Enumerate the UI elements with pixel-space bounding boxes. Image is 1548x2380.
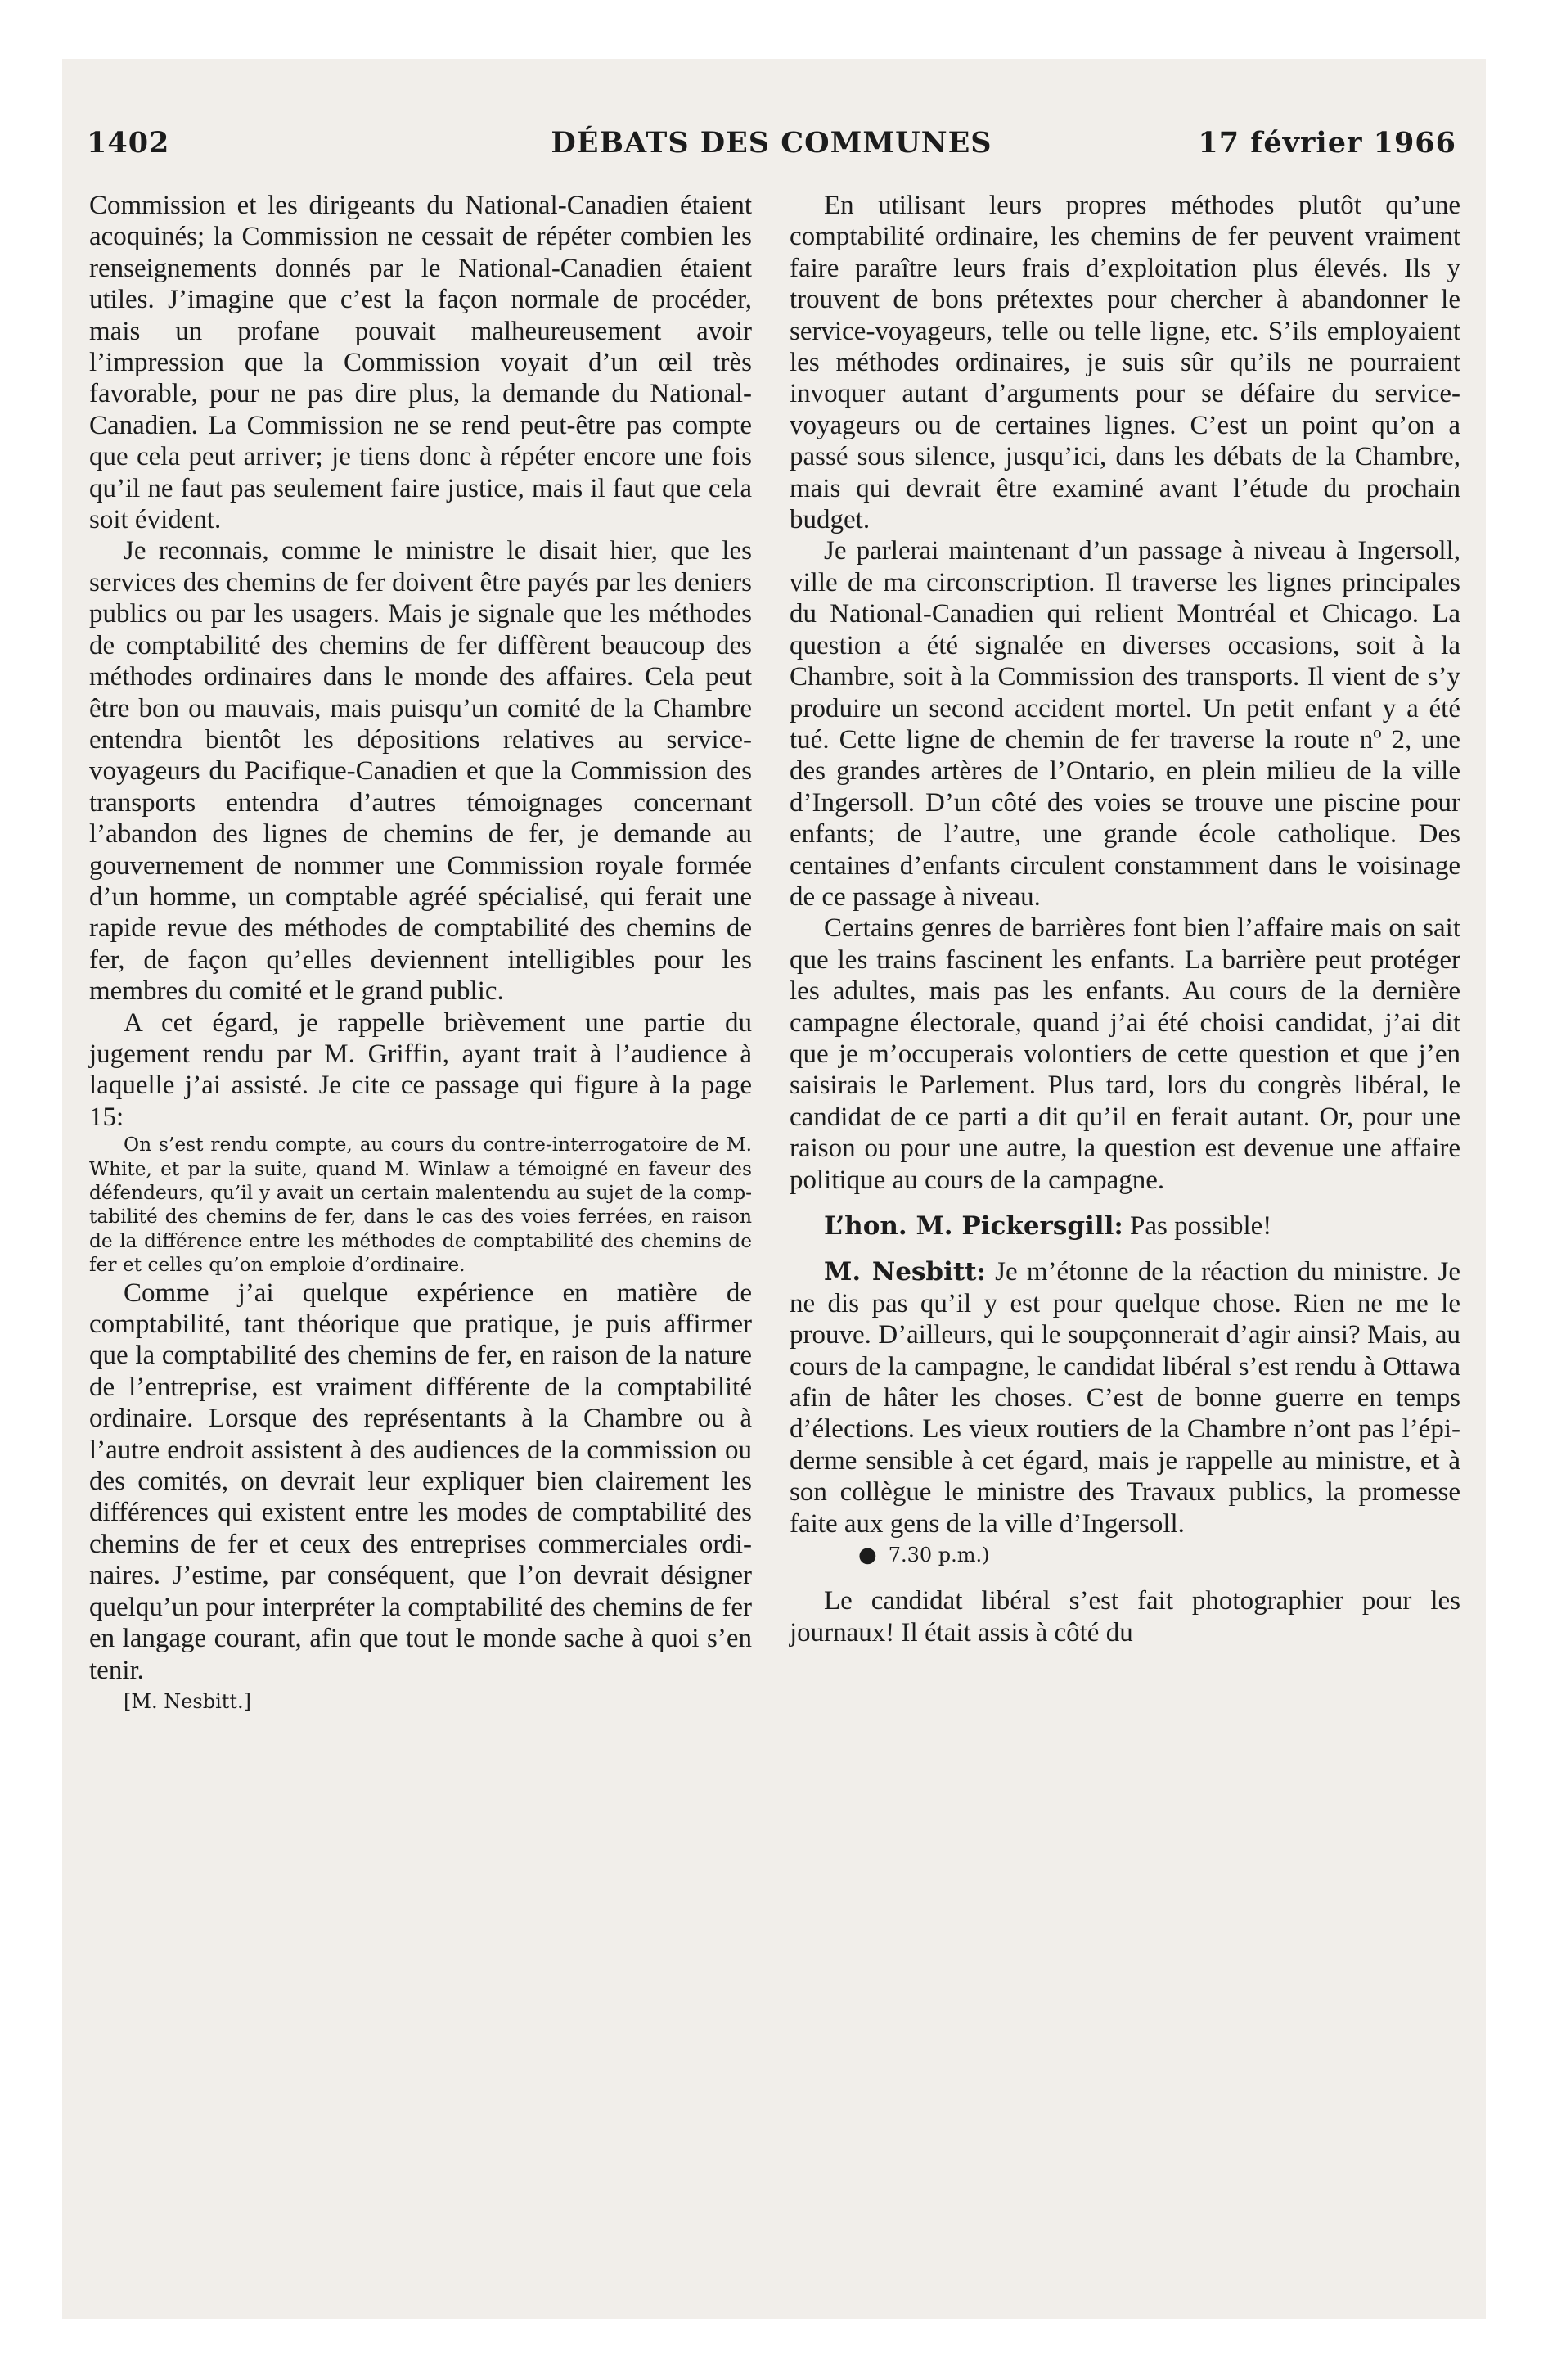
paragraph: Comme j’ai quelque expérience en matière de comptabilité, tant théorique que pratique, je puis affirmer que la comptabilité des chemins de fer, en raison de la nature de l’entreprise, est vraiment différente de la comptabilité ordinaire. Lorsque des représentants à la Chambre ou à l’autre endroit assistent à des audiences de la commission ou des comités, on devrait leur expliquer bien clairement les différences qui existent entre les modes de comptabilité des chemins de fer et ceux des entreprises commerciales ordinaires. J’estime, par conséquent, que l’on devrait désigner quelqu’un pour interpréter la comptabilité des chemins de fer en langage courant, afin que tout le monde sache à quoi s’en tenir. [89,1278,752,1685]
left-column [89,190,752,1717]
speaker-name: M. Nesbitt: [824,1257,986,1287]
page-header [87,126,1456,167]
bullet-icon: ● [858,1543,877,1568]
paragraph: Commission et les dirigeants du National-Canadien étaient acoquinés; la Commission ne cessait de répéter combien les renseignements donnés par le National-Canadien étaient utiles. J’imagine que c’est la façon normale de procéder, mais un profane pouvait malheureusement avoir l’impression que la Commission voyait d’un œil très favorable, pour ne pas dire plus, la demande du National-Canadien. La Commission ne se rend peut-être pas compte que cela peut arriver; je tiens donc à répéter encore une fois qu’il ne faut pas seulement faire justice, mais il faut que cela soit évident. [89,191,752,535]
speech-nesbitt [790,1256,1460,1539]
paragraph: Certains genres de barrières font bien l’affaire mais on sait que les trains fascinent les enfants. La barrière peut protéger les adultes, mais pas les enfants. Au cours de la dernière campagne électorale, quand j’ai été choisi candidat, j’ai dit que je m’occuperais volontiers de cette question et que j’en saisirais le Parlement. Plus tard, lors du congrès libéral, le candidat de ce parti a dit qu’il en ferait autant. Or, pour une raison ou pour une autre, la question est devenue une affaire politique au cours de la campagne. [790,913,1460,1195]
right-column [790,190,1460,1648]
paragraph: Je parlerai maintenant d’un passage à niveau à Ingersoll, ville de ma circonscription. Il traverse les lignes principales du National-Canadien qui relient Montréal et Chicago. La question a été signalée en diverses occasions, soit à la Chambre, soit à la Commission des transports. Il vient de s’y produire un second accident mortel. Un petit enfant y a été tué. Cette ligne de chemin de fer traverse la route nº 2, une des grandes artères de l’Ontario, en plein milieu de la ville d’Ingersoll. D’un côté des voies se trouve une piscine pour enfants; de l’autre, une grande école catholique. Des centaines d’enfants circulent constamment dans le voisinage de ce passage à niveau. [790,536,1460,912]
paragraph: A cet égard, je rappelle brièvement une partie du jugement rendu par M. Griffin, ayant trait à l’audience à laquelle j’ai assisté. Je cite ce passage qui figure à la page 15: [89,1007,752,1132]
timestamp-text: 7.30 p.m.) [888,1544,990,1567]
block-quote: On s’est rendu compte, au cours du contre-interrogatoire de M. White, et par la suite, quand M. Winlaw a témoigné en faveur des défendeurs, qu’il y avait un certain malentendu au sujet de la comptabilité des chemins de fer, dans le cas des voies ferrées, en raison de la différence entre les méthodes de comptabilité des chemins de fer et celles qu’on emploie d’ordinaire. [89,1134,752,1277]
paragraph: Le candidat libéral s’est fait photographier pour les journaux! Il était assis à côté du [790,1586,1460,1648]
document-page [62,59,1486,2319]
speech-text: Je m’étonne de la réaction du ministre. Je ne dis pas qu’il y est pour quelque chose. Rien ne me le prouve. D’ailleurs, qui le soupçonnerait d’agir ainsi? Mais, au cours de la campagne, le candidat libéral s’est rendu à Ottawa afin de hâter les choses. C’est de bonne guerre en temps d’élections. Les vieux routiers de la Chambre n’ont pas l’épiderme sensible à cet égard, mais je rappelle au ministre, et à son collègue le ministre des Travaux publics, la promesse faite aux gens de la ville d’Ingersoll. [790,1257,1461,1539]
page-number: 1402 [87,126,170,160]
speech-pickersgill [790,1210,1460,1242]
speaker-name: L’hon. M. Pickersgill: [824,1211,1123,1241]
paragraph: En utilisant leurs propres méthodes plutôt qu’une comptabilité ordinaire, les chemins de fer peuvent vraiment faire paraître leurs frais d’exploitation plus élevés. Ils y trouvent de bons prétextes pour chercher à abandonner le service-voyageurs, telle ou telle ligne, etc. S’ils employaient les méthodes ordinaires, je suis sûr qu’ils ne pourraient invoquer autant d’arguments pour se défaire du service-voyageurs ou de certaines lignes. C’est un point qu’on a passé sous silence, jusqu’ici, dans les débats de la Chambre, mais qui devrait être examiné avant l’étude du prochain budget. [790,191,1460,535]
page-date: 17 février 1966 [1198,126,1456,160]
paragraph: Je reconnais, comme le ministre le disait hier, que les services des chemins de fer doivent être payés par les deniers publics ou par les usagers. Mais je signale que les méthodes de comptabilité des chemins de fer diffèrent beaucoup des méthodes ordinaires dans le monde des affaires. Cela peut être bon ou mauvais, mais puisqu’un comité de la Chambre entendra bientôt les dépositions relatives au service-voyageurs du Pacifique-Canadien et que la Commission des transports entendra d’autres témoignages concernant l’abandon des lignes de chemins de fer, je demande au gouvernement de nommer une Commission royale formée d’un homme, un comptable agréé spécialisé, qui ferait une rapide revue des méthodes de comptabilité des chemins de fer, de façon qu’elles deviennent intelligibles pour les membres du comité et le grand public. [89,536,752,1007]
speaker-signature: [M. Nesbitt.] [124,1689,252,1713]
page-title: DÉBATS DES COMMUNES [551,126,992,160]
speech-text: Pas possible! [1123,1211,1272,1241]
timestamp [790,1539,1460,1571]
